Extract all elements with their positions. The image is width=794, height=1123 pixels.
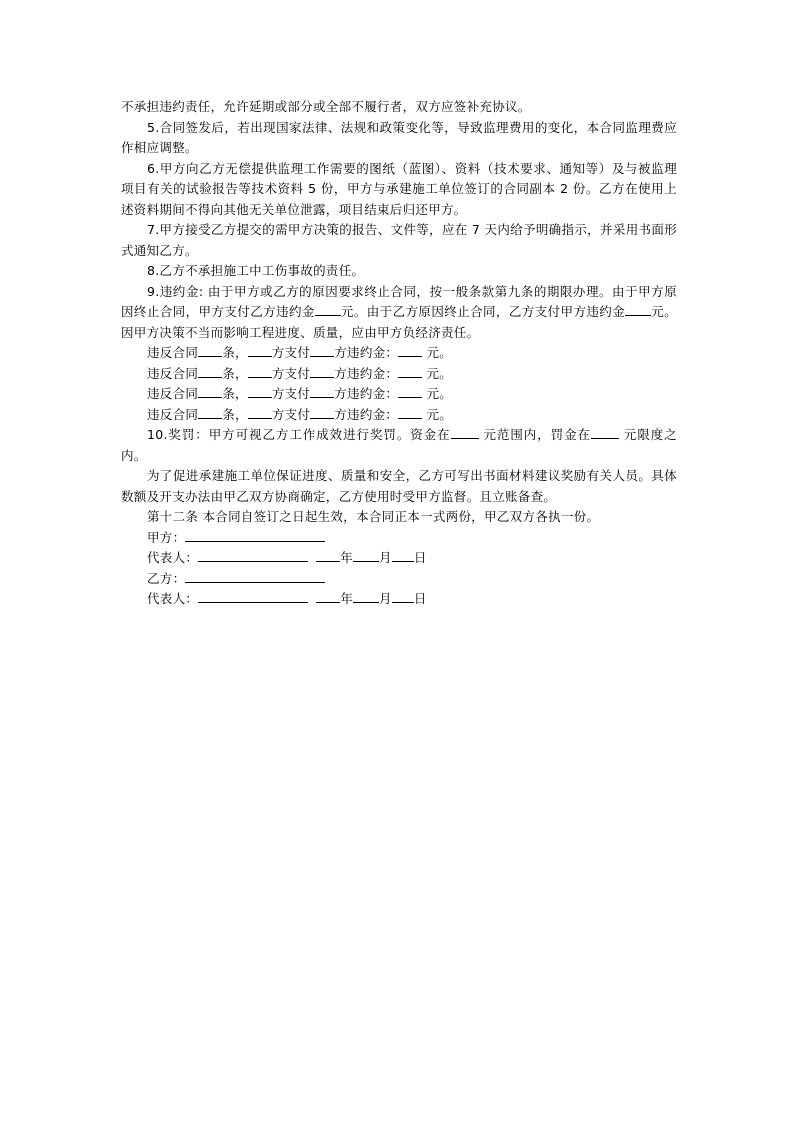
violation-label: 方支付 — [271, 365, 311, 381]
contract-body — [121, 97, 677, 610]
clause-8: 8.乙方不承担施工中工伤事故的责任。 — [147, 263, 365, 278]
violation-label: 元。 — [422, 406, 453, 422]
date-day-blank — [392, 548, 414, 562]
clause-12: 第十二条 本合同自签订之日起生效，本合同正本一式两份，甲乙双方各执一份。 — [147, 509, 600, 524]
violation-label: 条， — [222, 406, 248, 422]
day-label: 日 — [413, 550, 427, 565]
year-label: 年 — [340, 550, 354, 565]
paragraph-continuation: 不承担违约责任，允许延期或部分或全部不履行者，双方应签补充协议。 — [121, 99, 531, 114]
clause-9-text-c: 元。因甲方决策不当而影响工程进度、质量，应由甲方负经济责任。 — [121, 304, 677, 340]
blank — [310, 405, 334, 419]
violation-label: 方支付 — [271, 345, 311, 360]
blank — [310, 384, 334, 398]
violation-label: 违反合同 — [147, 386, 199, 401]
party-b-label: 乙方： — [147, 570, 186, 586]
clause-11: 为了促进承建施工单位保证进度、质量和安全，乙方可写出书面材料建议奖励有关人员。具体数额及开支办法由甲乙双方协商确定，乙方使用时受甲方监督。且立账备查。 — [121, 468, 677, 504]
signature-rep-a — [121, 548, 677, 569]
violation-label: 方违约金： — [334, 406, 399, 422]
blank — [398, 364, 422, 378]
date-month-blank — [353, 548, 379, 562]
party-a-label: 甲方： — [147, 529, 186, 545]
violation-label: 违反合同 — [147, 365, 199, 381]
rep-a-label: 代表人： — [147, 550, 199, 565]
clause-10 — [121, 425, 677, 466]
blank — [248, 343, 272, 357]
signature-party-b — [121, 569, 677, 590]
blank — [398, 405, 422, 419]
signature-party-a — [121, 528, 677, 549]
clause-5: 5.合同签发后，若出现国家法律、法规和政策变化等，导致监理费用的变化，本合同监理费应作相应调整。 — [121, 119, 677, 155]
violation-label: 元。 — [422, 386, 453, 401]
blank — [248, 384, 272, 398]
month-label: 月 — [379, 591, 392, 606]
date-year-blank — [316, 548, 340, 562]
fine-amount-blank — [591, 425, 619, 439]
violation-label: 元。 — [422, 365, 453, 381]
blank — [398, 343, 422, 357]
violation-label: 方支付 — [271, 386, 311, 401]
violation-label: 方支付 — [271, 406, 311, 422]
violation-label: 方违约金： — [334, 386, 399, 401]
blank — [310, 343, 334, 357]
clause-9-text-a: 9.违约金: 由于甲方或乙方的原因要求终止合同，按一般条款第九条的期限办理。由于甲方原因终止合同，甲方支付乙方违约金 — [121, 283, 677, 319]
violation-label: 元。 — [422, 345, 453, 360]
blank — [198, 364, 222, 378]
clause-10-text-b: 元范围内，罚金在 — [478, 427, 591, 442]
party-b-signature-blank — [185, 569, 325, 583]
violation-line-1 — [121, 343, 677, 364]
date-year-blank — [316, 589, 340, 603]
violation-label: 方违约金： — [334, 365, 399, 381]
penalty-amount-b-blank — [625, 302, 651, 316]
rep-a-signature-blank — [198, 548, 308, 562]
violation-label: 条， — [222, 386, 248, 401]
blank — [198, 343, 222, 357]
month-label: 月 — [379, 550, 392, 565]
clause-9-text-b: 元。由于乙方原因终止合同，乙方支付甲方违约金 — [340, 304, 626, 319]
clause-9 — [121, 282, 677, 344]
clause-7: 7.甲方接受乙方提交的需甲方决策的报告、文件等，应在 7 天内给予明确指示，并采用书面形式通知乙方。 — [121, 222, 677, 258]
rep-b-label: 代表人： — [147, 591, 199, 606]
blank — [248, 405, 272, 419]
violation-line-2 — [121, 364, 677, 385]
clause-10-text-a: 10.奖罚：甲方可视乙方工作成效进行奖罚。资金在 — [147, 427, 451, 442]
blank — [398, 384, 422, 398]
penalty-amount-a-blank — [315, 302, 341, 316]
violation-label: 违反合同 — [147, 345, 199, 360]
violation-label: 条， — [222, 365, 248, 381]
blank — [310, 364, 334, 378]
violation-line-4 — [121, 405, 677, 426]
blank — [198, 405, 222, 419]
clause-10-text-c: 元限度之内。 — [121, 427, 677, 463]
reward-amount-blank — [451, 425, 479, 439]
clause-6: 6.甲方向乙方无偿提供监理工作需要的图纸（蓝图）、资料（技术要求、通知等）及与被监理项目有关的试验报告等技术资料 5 份，甲方与承建施工单位签订的合同副本 2 份。乙方在使用上述资料期间不得向其他无关单位泄露，项目结束后归还甲方。 — [121, 160, 677, 217]
rep-b-signature-blank — [198, 589, 308, 603]
date-day-blank — [392, 589, 414, 603]
blank — [248, 364, 272, 378]
year-label: 年 — [340, 591, 354, 606]
party-a-signature-blank — [185, 528, 325, 542]
violation-label: 条， — [222, 345, 248, 360]
violation-label: 方违约金： — [334, 345, 399, 360]
violation-line-3 — [121, 384, 677, 405]
signature-rep-b — [121, 589, 677, 610]
blank — [198, 384, 222, 398]
date-month-blank — [353, 589, 379, 603]
day-label: 日 — [413, 591, 427, 606]
violation-label: 违反合同 — [147, 406, 199, 422]
